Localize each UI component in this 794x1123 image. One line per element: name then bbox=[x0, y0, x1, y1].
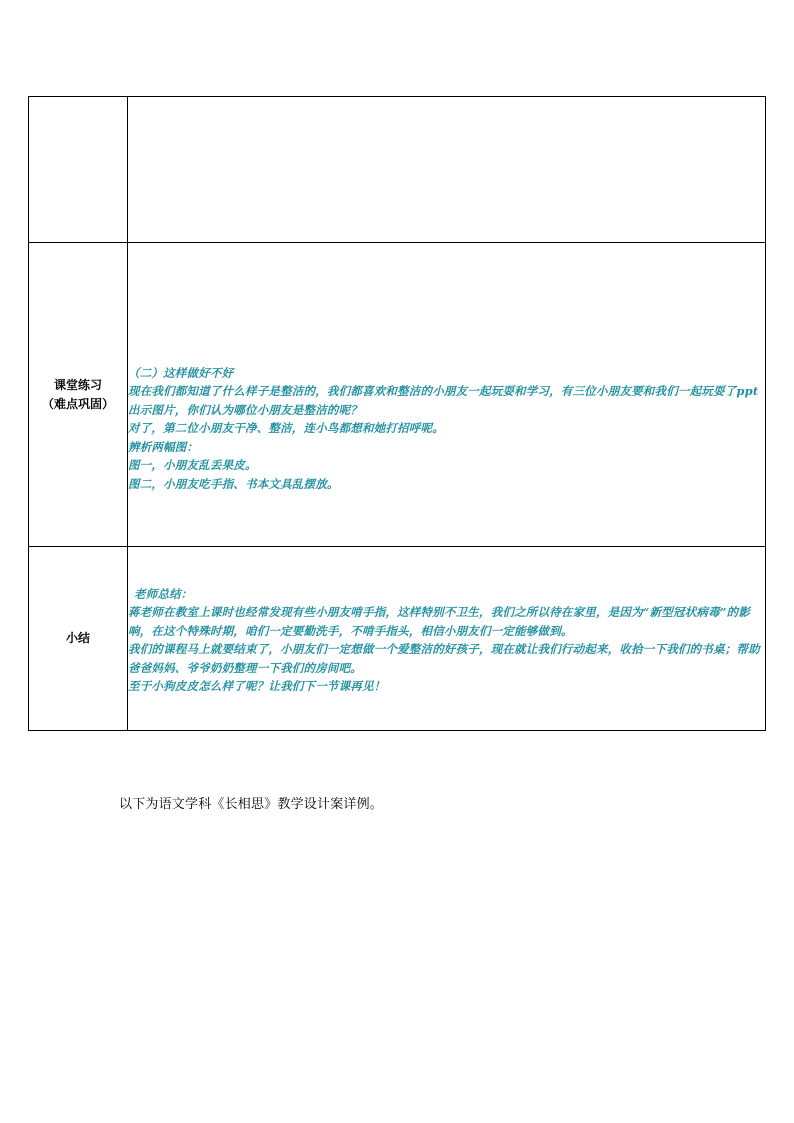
table-row-summary bbox=[29, 547, 766, 731]
row-top-label bbox=[29, 97, 128, 243]
summary-label: 小结 bbox=[29, 547, 128, 731]
table-row-practice bbox=[29, 243, 766, 547]
summary-content bbox=[128, 547, 766, 731]
row-top-content bbox=[128, 97, 766, 243]
summary-paragraph: 我们的课程马上就要结束了，小朋友们一定想做一个爱整洁的好孩子，现在就让我们行动起来，收拾一下我们的书桌；帮助爸爸妈妈、爷爷奶奶整理一下我们的房间吧。 bbox=[128, 642, 760, 675]
summary-paragraph: 蒋老师在教室上课时也经常发现有些小朋友啃手指，这样特别不卫生，我们之所以待在家里，是因为“新型冠状病毒”的影响，在这个特殊时期，咱们一定要勤洗手，不啃手指头，相信小朋友们一定能够做到。 bbox=[128, 605, 751, 638]
practice-content bbox=[128, 243, 766, 547]
practice-heading: （二）这样做好不好 bbox=[128, 365, 234, 380]
practice-sublabel: （难点巩固） bbox=[41, 396, 114, 411]
summary-paragraph: 至于小狗皮皮怎么样了呢？让我们下一节课再见！ bbox=[128, 679, 386, 693]
practice-label-cell bbox=[29, 243, 128, 547]
footer-note: 以下为语文学科《长相思》教学设计案详例。 bbox=[119, 797, 384, 812]
practice-paragraph: 对了，第二位小朋友干净、整洁，连小鸟都想和她打招呼呢。 bbox=[128, 421, 444, 436]
practice-paragraph: 图一，小朋友乱丢果皮。 bbox=[128, 458, 257, 473]
table-row-top bbox=[29, 97, 766, 243]
practice-label: 课堂练习 bbox=[53, 377, 102, 392]
practice-paragraph: 现在我们都知道了什么样子是整洁的，我们都喜欢和整洁的小朋友一起玩耍和学习，有三位小朋友要和我们一起玩耍了ppt出示图片，你们认为哪位小朋友是整洁的呢？ bbox=[128, 384, 759, 417]
summary-heading: 老师总结： bbox=[134, 586, 193, 601]
practice-paragraph: 图二，小朋友吃手指、书本文具乱摆放。 bbox=[128, 476, 339, 491]
practice-paragraph: 辨析两幅图： bbox=[128, 439, 199, 454]
lesson-plan-table bbox=[28, 96, 766, 731]
